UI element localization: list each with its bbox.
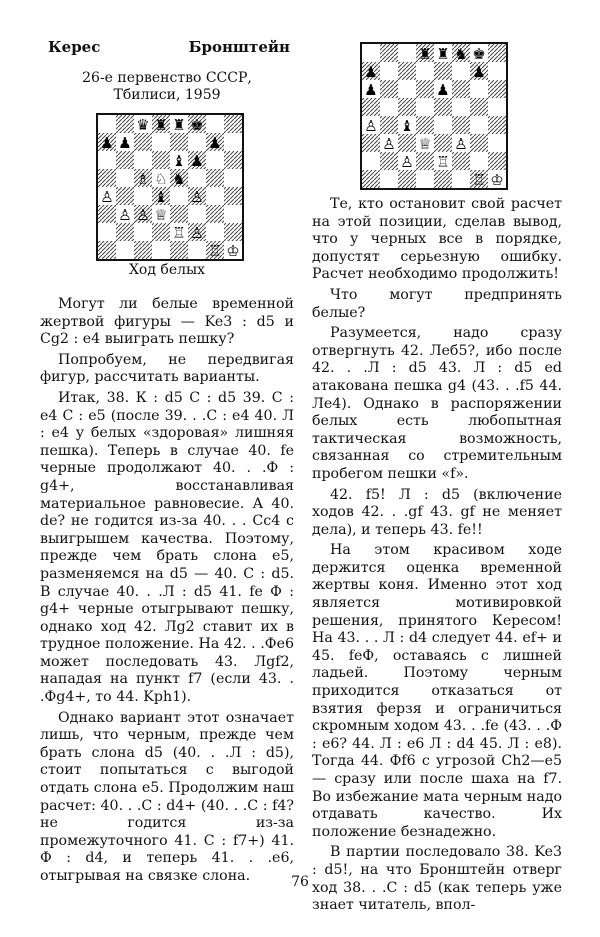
dark-square [134,241,152,259]
dark-square [452,152,470,170]
piece: ♙ [382,135,396,153]
piece: ♙ [118,206,132,224]
dark-square [362,98,380,116]
dark-square [488,152,506,170]
piece: ♝ [154,188,168,206]
dark-square [434,134,452,152]
dark-square [98,205,116,223]
piece: ♔ [226,242,240,259]
dark-square [452,116,470,134]
piece: ♛ [136,116,150,134]
right-paragraph-6: В партии последовало 38. Ke3 : d5!, на что Бронштейн отверг ход 38. . .С : d5 (как теперь уже знает читатель, впол- [312,844,562,914]
dark-square [170,133,188,151]
piece: ♟ [208,134,222,152]
piece: ♜ [172,116,186,134]
piece: ♖ [172,224,186,242]
black-player: Бронштейн [188,38,290,56]
dark-square [452,80,470,98]
piece: ♟ [190,152,204,170]
dark-square [362,134,380,152]
right-column [312,196,562,915]
diagram-1-caption: Ход белых [128,262,206,278]
piece: ♟ [364,63,378,81]
dark-square [398,170,416,188]
dark-square [416,152,434,170]
right-paragraph-4: 42. f5! Л : d5 (включение ходов 42. . .gf 43. gf не меняет дела), и теперь 43. fe!! [312,486,562,538]
dark-square [398,134,416,152]
dark-square [488,116,506,134]
dark-square [362,170,380,188]
piece: ♟ [364,81,378,99]
dark-square [380,116,398,134]
dark-square [98,241,116,259]
chess-diagram-2 [360,42,508,190]
dark-square [380,44,398,62]
piece: ♗ [136,170,150,188]
dark-square [224,115,242,133]
piece: ♙ [100,188,114,206]
piece: ♜ [154,116,168,134]
piece: ♖ [472,171,486,188]
dark-square [116,187,134,205]
piece: ♜ [418,45,432,63]
right-paragraph-2: Что могут предпринять белые? [312,286,562,321]
piece: ♝ [172,152,186,170]
right-paragraph-3: Разумеется, надо сразу отвергнуть 42. Леб5?, ибо после 42. . .Л : d5 43. Л : d5 ed атакована пешка g4 (43. . .f5 44. Ле4). Однако в распоряжении белых есть любопытная тактическая возможность, связанная со стремительным пробегом пешки «f». [312,325,562,482]
piece: ♕ [154,206,168,224]
dark-square [398,98,416,116]
piece: ♙ [190,224,204,242]
right-paragraph-5: На этом красивом ходе держится оценка временной жертвы коня. Именно этот ход является мотивировкой решения, принятого Кересом! На 43. . . Л : d4 следует 44. ef+ и 45. feФ, оставаясь с лишней ладьей. Поэтому черным приходится отказаться от взятия ферзя и ограничиться скромным ходом 43. . .fe (43. . .Ф : e6? 44. Л : e6 Л : d4 45. Л : e8). Тогда 44. Фf6 с угрозой Ch2—e5 — сразу или после шаха на f7. Во избежание мата черным надо отдавать качество. Их положение безнадежно. [312,542,562,840]
board-2-svg [362,44,506,188]
dark-square [152,151,170,169]
dark-square [380,152,398,170]
dark-square [434,62,452,80]
dark-square [206,205,224,223]
piece: ♞ [172,170,186,188]
piece: ♙ [190,188,204,206]
page-number: 76 [291,874,309,890]
dark-square [488,44,506,62]
piece: ♙ [136,206,150,224]
piece: ♖ [436,153,450,171]
dark-square [206,169,224,187]
piece: ♔ [490,171,504,188]
piece: ♚ [190,116,204,134]
dark-square [116,223,134,241]
dark-square [380,80,398,98]
dark-square [434,98,452,116]
left-paragraph-1: Могут ли белые временной жертвой фигуры — Ke3 : d5 и Cg2 : e4 выиграть пешку? [40,296,294,348]
piece: ♚ [472,45,486,63]
event-line-1: 26-е первенство СССР, [82,70,252,86]
dark-square [434,170,452,188]
dark-square [470,98,488,116]
dark-square [170,205,188,223]
left-column [40,296,294,886]
event-line-2: Тбилиси, 1959 [113,87,221,103]
dark-square [224,187,242,205]
board-1-svg [98,115,242,259]
dark-square [488,80,506,98]
piece: ♞ [454,45,468,63]
piece: ♖ [208,242,222,259]
piece: ♟ [118,134,132,152]
white-player: Керес [48,38,101,56]
dark-square [224,223,242,241]
piece: ♙ [364,117,378,135]
dark-square [470,134,488,152]
event-info [40,70,294,104]
piece: ♟ [100,134,114,152]
dark-square [170,241,188,259]
piece: ♟ [472,63,486,81]
dark-square [224,151,242,169]
piece: ♘ [154,170,168,188]
piece: ♝ [400,117,414,135]
piece: ♕ [418,135,432,153]
dark-square [416,116,434,134]
dark-square [416,80,434,98]
left-paragraph-4: Однако вариант этот означает лишь, что черным, прежде чем брать слона d5 (40. . .Л : d5), стоит попытаться с выгодой отдать слона e5. Продолжим наш расчет: 40. . .С : d4+ (40. . .С : f4? не годится из-за промежуточного 41. С : f7+) 41. Ф : d4, и теперь 41. . .e6, отыгрывая на связке слона. [40,709,294,884]
dark-square [98,169,116,187]
chess-diagram-1 [96,113,244,261]
dark-square [152,223,170,241]
left-paragraph-3: Итак, 38. К : d5 С : d5 39. С : e4 С : e5 (после 39. . .С : e4 40. Л : e4 у белых «здоровая» лишняя пешка). Теперь в случае 40. fe черные продолжают 40. . .Ф : g4+, восстанавливая материальное равновесие. А 40. de? не годится из-за 40. . . Cc4 с выигрышем качества. Поэтому, прежде чем брать слона e5, разменяемся на d5 — 40. С : d5. В случае 40. . .Л : d5 41. fe Ф : g4+ черные отыгрывают пешку, однако ход 42. Лg2 ставит их в трудное положение. На 42. . .Фe6 может последовать 43. Лgf2, нападая на пункт f7 (если 43. . .Фg4+, то 44. Kph1). [40,389,294,706]
piece: ♟ [436,81,450,99]
piece: ♙ [454,135,468,153]
dark-square [116,151,134,169]
dark-square [398,62,416,80]
dark-square [116,115,134,133]
dark-square [134,133,152,151]
piece: ♜ [436,45,450,63]
right-paragraph-1: Те, кто остановит свой расчет на этой позиции, сделав вывод, что у черных все в порядке, допустят серьезную ошибку. Расчет необходимо продолжить! [312,196,562,283]
piece: ♙ [400,153,414,171]
left-paragraph-2: Попробуем, не передвигая фигур, рассчитать варианты. [40,351,294,386]
